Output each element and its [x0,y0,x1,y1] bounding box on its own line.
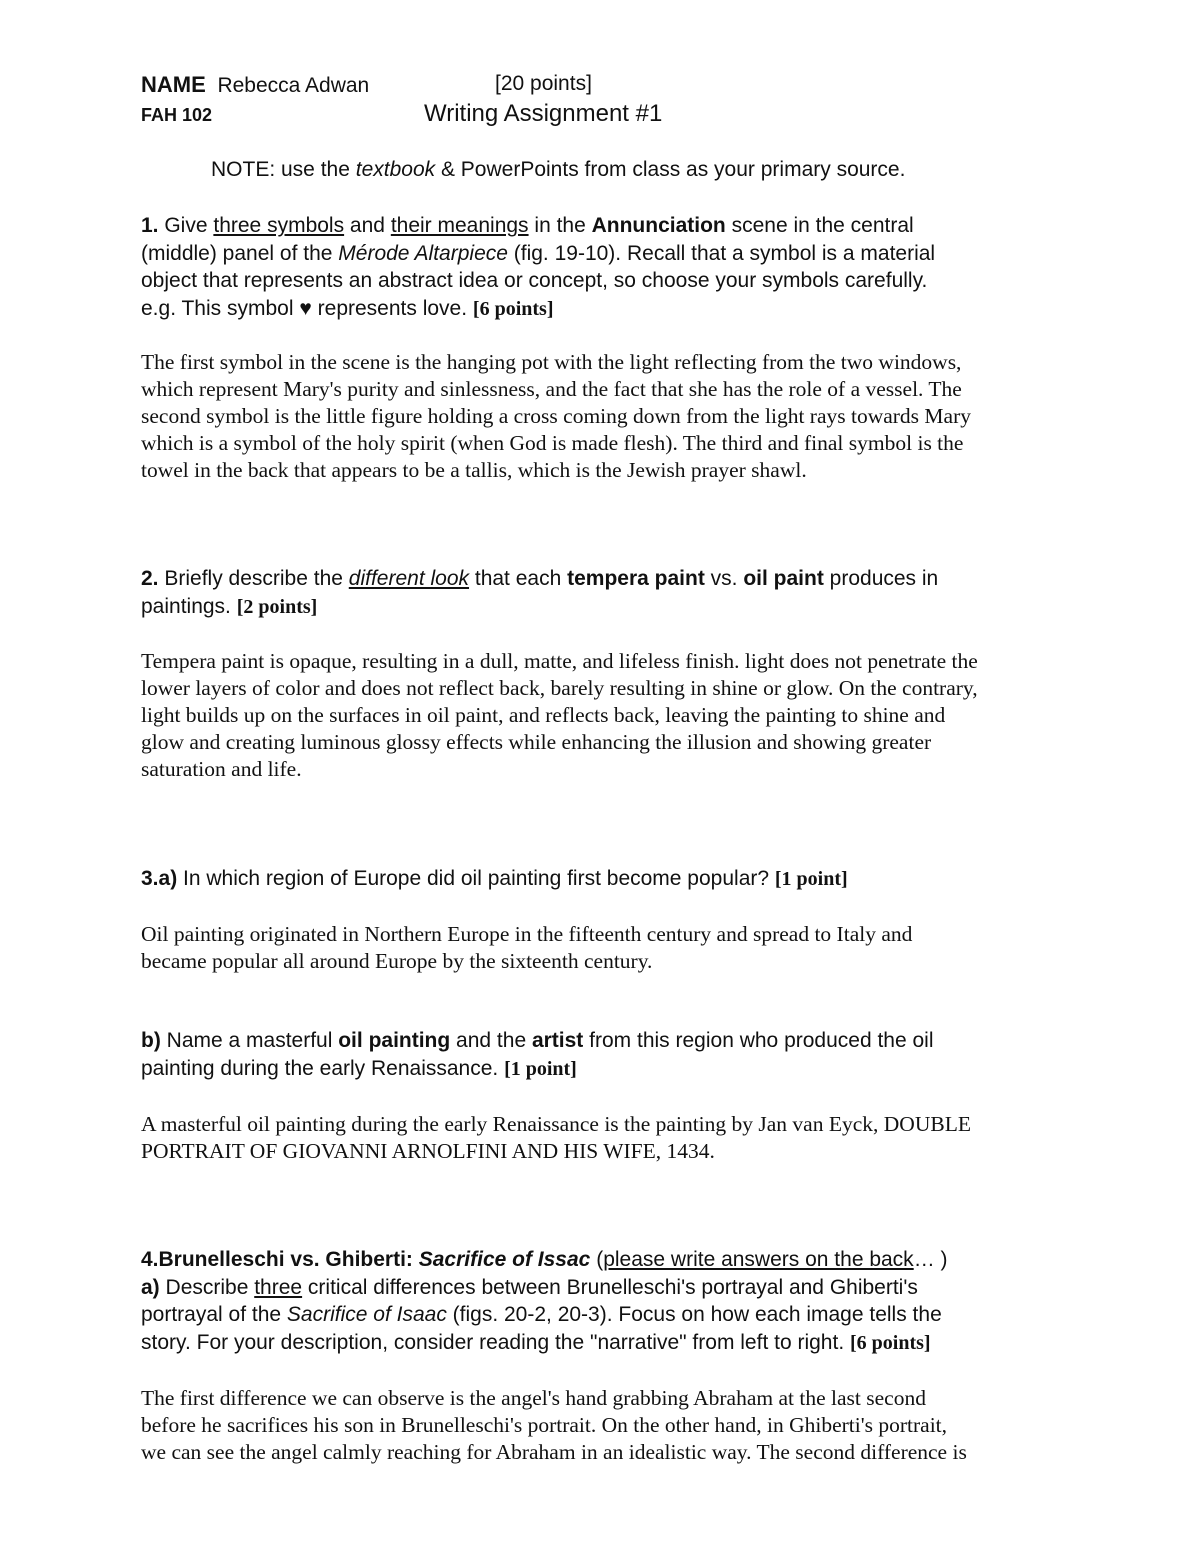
text-line: The first symbol in the scene is the hanging pot with the light reflecting from the two windows, [141,350,962,374]
course-code: FAH 102 [141,105,213,125]
points-badge: [1 point] [504,1057,577,1080]
text-line: a) Describe three critical differences between Brunelleschi's portrayal and Ghiberti's [141,1275,918,1299]
text-line: A masterful oil painting during the early Renaissance is the painting by Jan van Eyck, DOUBLE [141,1112,971,1136]
question-3b [141,1027,1071,1082]
name-label: NAME [141,72,206,97]
text-line: towel in the back that appears to be a tallis, which is the Jewish prayer shawl. [141,458,807,482]
text-line: light builds up on the surfaces in oil paint, and reflects back, leaving the painting to shine and [141,703,946,727]
answer-3b [141,1111,1071,1165]
text-line: story. For your description, consider reading the "narrative" from left to right. [6 points] [141,1330,931,1354]
answer-2 [141,648,1071,783]
question-4 [141,1246,1071,1356]
text-line: painting during the early Renaissance. [1 point] [141,1056,577,1080]
text-line: (middle) panel of the Mérode Altarpiece (fig. 19-10). Recall that a symbol is a material [141,241,936,265]
text-line: lower layers of color and does not reflect back, barely resulting in shine or glow. On the contrary, [141,676,978,700]
answer-4 [141,1385,1071,1466]
text-line: we can see the angel calmly reaching for Abraham in an idealistic way. The second difference is [141,1440,967,1464]
text-line: PORTRAIT OF GIOVANNI ARNOLFINI AND HIS WIFE, 1434. [141,1139,715,1163]
question-1 [141,212,1071,322]
page-title: Writing Assignment #1 [424,100,663,127]
points-badge: [6 points] [472,297,554,320]
text-line: Tempera paint is opaque, resulting in a dull, matte, and lifeless finish. light does not penetrate the [141,649,978,673]
text-line: e.g. This symbol ♥ represents love. [6 points] [141,296,554,320]
text-line: 4.Brunelleschi vs. Ghiberti: Sacrifice of Issac (please write answers on the back… ) [141,1248,948,1271]
student-name: Rebecca Adwan [217,74,370,97]
text-line: saturation and life. [141,757,302,781]
text-line: b) Name a masterful oil painting and the artist from this region who produced the oil [141,1029,934,1052]
points-badge: [6 points] [850,1331,931,1354]
question-2 [141,565,1071,620]
text-line: which is a symbol of the holy spirit (when God is made flesh). The third and final symbol is the [141,431,964,455]
answer-3a [141,921,1071,975]
name-line [141,72,369,98]
text-line: 3.a) In which region of Europe did oil painting first become popular? [1 point] [141,867,848,890]
text-line: portrayal of the Sacrifice of Isaac (figs. 20-2, 20-3). Focus on how each image tells the [141,1303,942,1326]
text-line: 1. Give three symbols and their meanings in the Annunciation scene in the central [141,214,914,237]
text-line: glow and creating luminous glossy effects while enhancing the illusion and showing greater [141,730,932,754]
text-line: paintings. [2 points] [141,594,318,618]
note-line: NOTE: use the textbook & PowerPoints from class as your primary source. [211,158,906,181]
text-line: Oil painting originated in Northern Europe in the fifteenth century and spread to Italy and [141,922,913,946]
text-line: object that represents an abstract idea or concept, so choose your symbols carefully. [141,269,928,292]
text-line: which represent Mary's purity and sinlessness, and the fact that she has the role of a vessel. The [141,377,962,401]
total-points: [20 points] [495,72,592,95]
text-line: 2. Briefly describe the different look that each tempera paint vs. oil paint produces in [141,567,939,590]
question-3a [141,865,1071,893]
points-badge: [1 point] [774,868,848,890]
text-line: before he sacrifices his son in Brunelleschi's portrait. On the other hand, in Ghiberti's portrait, [141,1413,948,1437]
points-badge: [2 points] [236,595,318,618]
heart-icon: ♥ [299,296,312,320]
answer-1 [141,349,1071,484]
text-line: The first difference we can observe is the angel's hand grabbing Abraham at the last second [141,1386,926,1410]
text-line: second symbol is the little figure holding a cross coming down from the light rays towards Mary [141,404,971,428]
text-line: became popular all around Europe by the sixteenth century. [141,949,653,973]
